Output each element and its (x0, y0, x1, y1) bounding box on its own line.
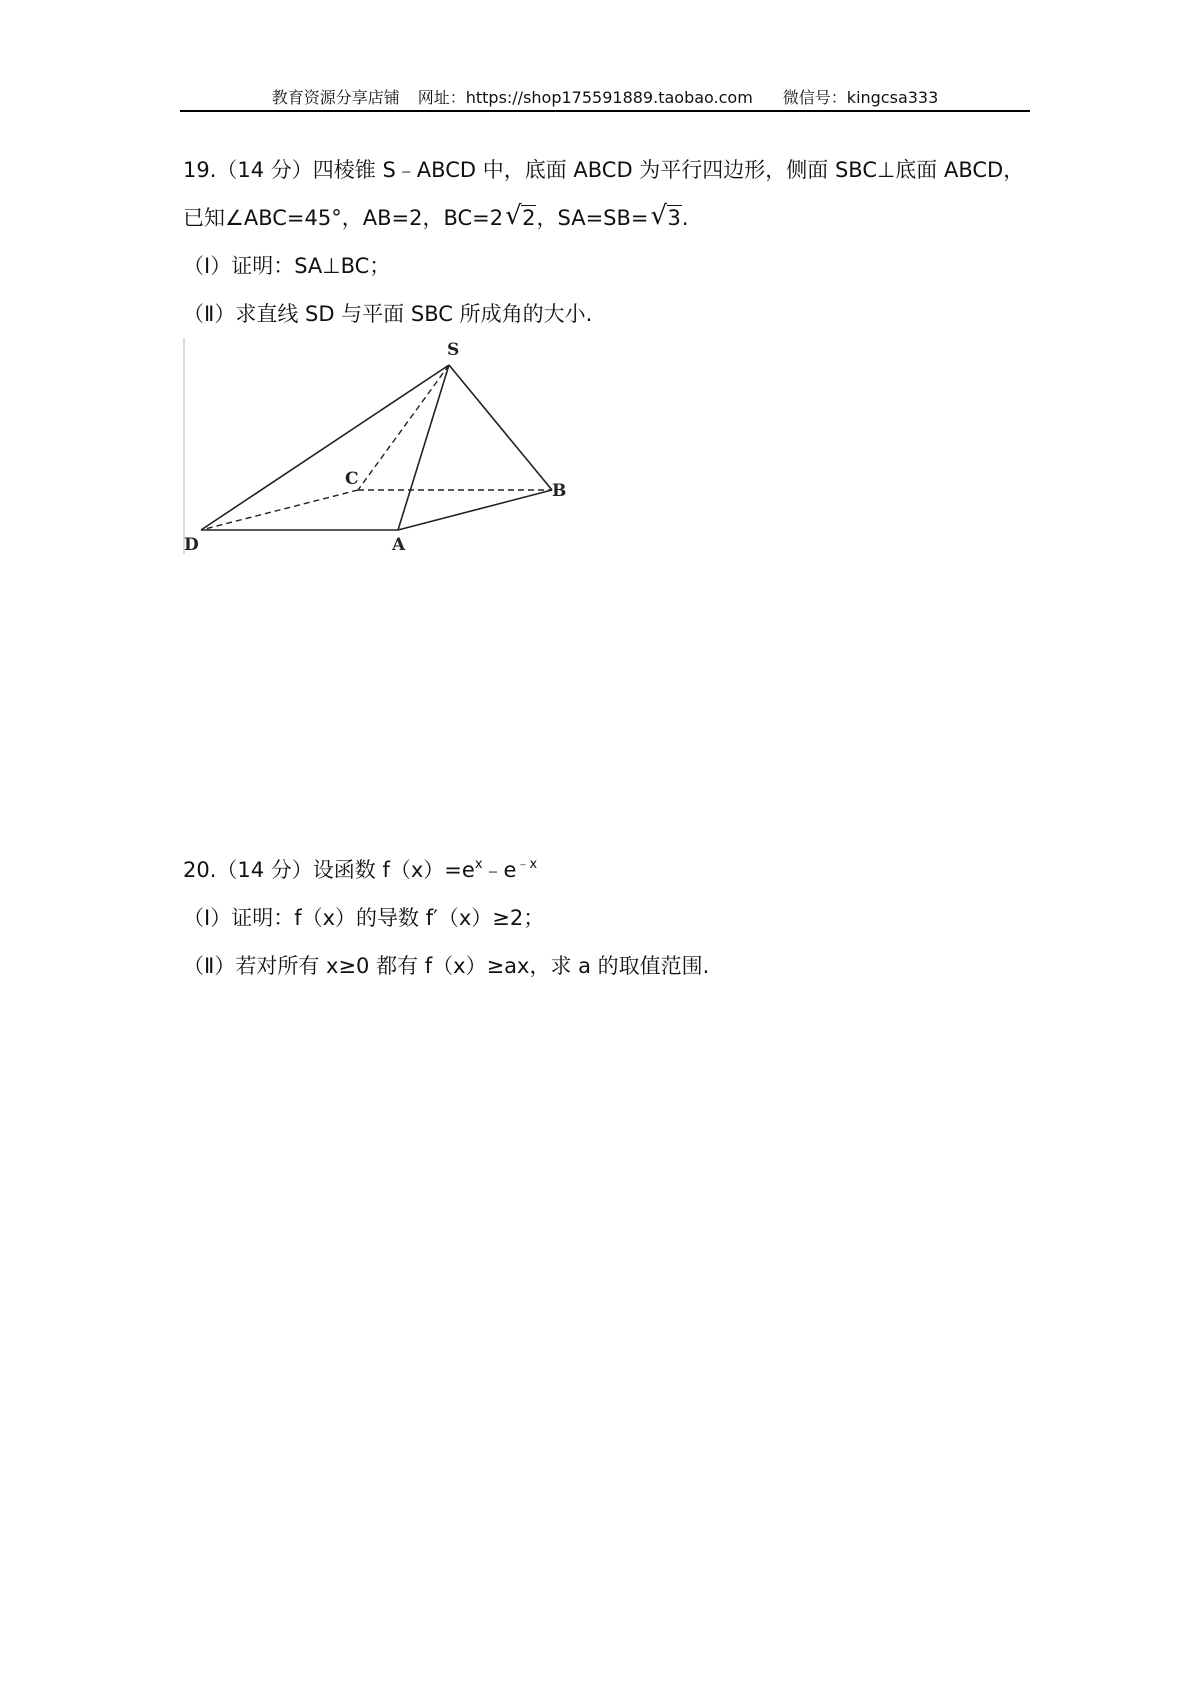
q20-function-text-a: 20.（14 分）设函数 f（x）=e (183, 858, 475, 882)
q19-statement: 19.（14 分）四棱锥 S﹣ABCD 中，底面 ABCD 为平行四边形，侧面 SBC⊥底面 ABCD， (183, 158, 1025, 182)
vertex-label-S: S (447, 340, 460, 360)
page-header (180, 84, 1030, 112)
edge-SA (398, 365, 449, 530)
header-shop-url: 网址：https://shop175591889.taobao.com (417, 88, 753, 107)
q20-part-2: （Ⅱ）若对所有 x≥0 都有 f（x）≥ax，求 a 的取值范围. (183, 954, 710, 978)
q20-function-text-b: ﹣e (482, 858, 517, 882)
header-divider (180, 110, 1030, 112)
edge-SD (201, 365, 449, 530)
q20-exponent-neg-x: ﹣x (516, 857, 538, 872)
header-shop-name: 教育资源分享店铺 (271, 88, 400, 107)
q19-given-conditions (183, 201, 689, 232)
edge-SB (449, 365, 552, 490)
q19-part-1: （Ⅰ）证明：SA⊥BC； (183, 254, 391, 278)
vertex-label-D: D (184, 535, 199, 555)
sqrt-2-expression (505, 201, 536, 232)
q20-part-1: （Ⅰ）证明：f（x）的导数 f′（x）≥2； (183, 906, 545, 930)
radicand-2: 2 (522, 206, 536, 230)
edge-CD-hidden (201, 490, 358, 530)
radical-sign-icon: √ (505, 201, 522, 231)
vertex-label-C: C (345, 469, 359, 489)
header-wechat-id: 微信号：kingcsa333 (782, 88, 939, 107)
q19-given-text-c: . (681, 206, 689, 230)
pyramid-diagram (180, 338, 580, 560)
edge-AB (398, 490, 552, 530)
edge-SC-hidden (358, 365, 449, 490)
radical-sign-icon: √ (650, 201, 668, 231)
radicand-3: 3 (667, 206, 681, 230)
sqrt-3-expression (650, 201, 682, 232)
q20-exponent-x: x (474, 857, 483, 872)
q19-given-text-a: 已知∠ABC=45°，AB=2，BC=2 (183, 206, 504, 230)
q19-given-text-b: ，SA=SB= (536, 206, 649, 230)
q20-statement (183, 856, 537, 884)
vertex-label-B: B (552, 481, 567, 501)
pyramid-figure (180, 338, 580, 564)
q19-part-2: （Ⅱ）求直线 SD 与平面 SBC 所成角的大小. (183, 302, 593, 326)
vertex-label-A: A (392, 535, 406, 555)
